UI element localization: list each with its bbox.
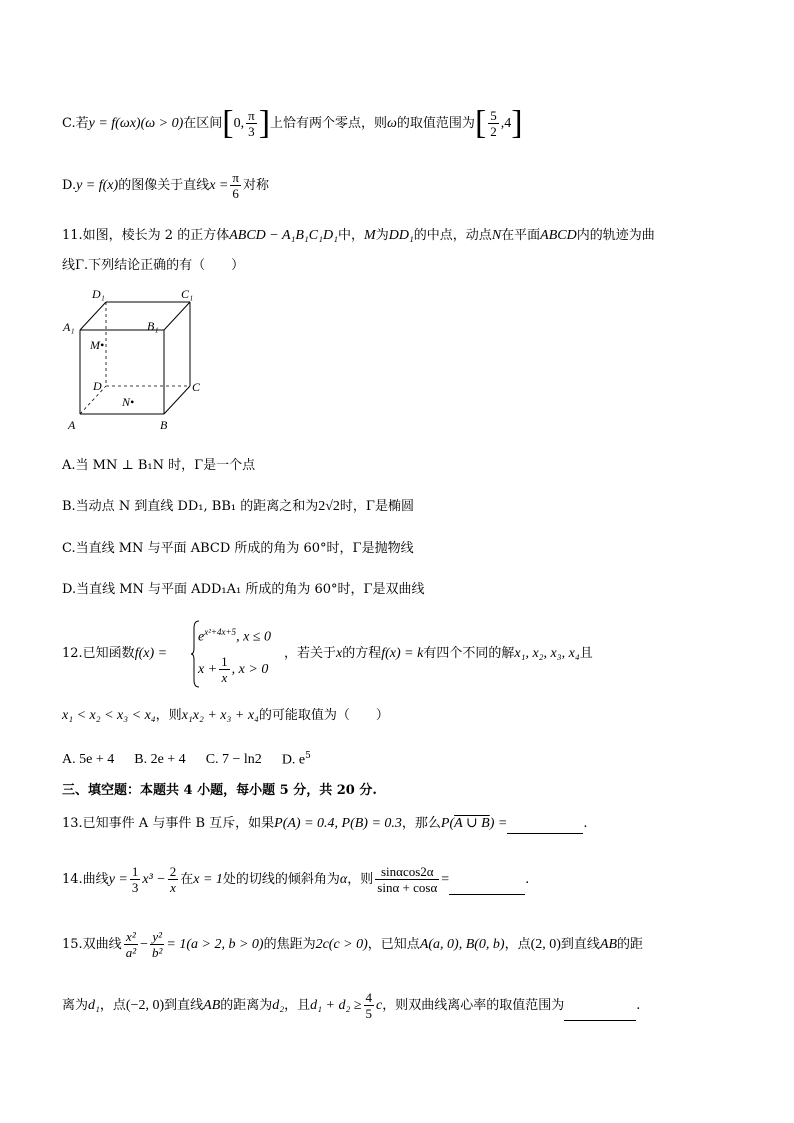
cube-figure (60, 284, 210, 436)
label-m: M• (90, 338, 105, 352)
q10-option-c: C.若y = f(ωx)(ω > 0)在区间[0, $\frac{\pi}{3}$ ]上恰有两个零点，则ω的取值范围为[ $\frac{5}{2}$ ,4] (62, 104, 523, 142)
label-c: C (192, 380, 201, 394)
label-d1: D₁ (92, 287, 105, 301)
pi-over-three: $\frac{\pi}{3}$ (248, 108, 255, 139)
five-halves: $\frac{5}{2}$ (490, 108, 497, 139)
q13: 13.已知事件 A 与事件 B 互斥，如果P(A) = 0.4, P(B) = 0.3，那么P(A ∪ B) = . (62, 814, 587, 834)
q11-option-c: C.当直线 MN 与平面 ABCD 所成的角为 60°时，Γ是抛物线 (62, 541, 414, 556)
q12-stem-line2: x₁ < x₂ < x₃ < x₄，则x₁x₂ + x₃ + x₄的可能取值为（ ） (62, 708, 389, 723)
label-b: B (160, 418, 168, 432)
label-b1: B₁ (147, 319, 159, 333)
q13-answer-blank[interactable] (507, 819, 583, 834)
q14-answer-blank[interactable] (449, 880, 525, 895)
pi-over-six: $\frac{\pi}{6}$ (232, 170, 239, 201)
q12-stem-prefix: 12.已知函数f(x) = (62, 646, 168, 661)
section-3-heading: 三、填空题：本题共 4 小题，每小题 5 分，共 20 分. (62, 783, 377, 798)
one-over-x: $\frac{1}{x}$ (221, 654, 228, 685)
q15-line2: 离为d₁，点(−2, 0)到直线AB的距离为d₂，且d₁ + d₂ ≥ $\frac{4}{5}$ c，则双曲线离心率的取值范围为 . (62, 990, 641, 1021)
trig-fraction: $\frac{\sin\alpha\cos 2\alpha}{\sin\alpha + \cos\alpha}$ (377, 864, 438, 895)
label-a: A (68, 418, 76, 432)
label-n: N• (122, 395, 135, 409)
q11-stem-line2: 线Γ.下列结论正确的有（ ） (62, 258, 245, 273)
label-a1: A₁ (63, 320, 75, 334)
q14: 14.曲线y = $\frac{1}{3}$ x³ − $\frac{2}{x}$ 在x = 1处的切线的倾斜角为α，则 $\frac{\sin\alpha\cos 2\alpha}{\sin\alpha + \cos\alpha}$ = . (62, 864, 530, 895)
q12-case-2: x + $\frac{1}{x}$ , x > 0 (198, 654, 269, 685)
q11-option-d: D.当直线 MN 与平面 ADD₁A₁ 所成的角为 60°时，Γ是双曲线 (62, 582, 425, 597)
q12-options: A. 5e + 4 B. 2e + 4 C. 7 − ln2 D. $e^5$ (62, 751, 311, 768)
q10-option-d: D.y = f(x)的图像关于直线x = $\frac{\pi}{6}$ 对称 (62, 170, 269, 201)
q12-case-1: $e^{x^2+4x+5}$, x ≤ 0 (198, 627, 271, 645)
q12-stem-rest: ，若关于x的方程f(x) = k有四个不同的解x₁, x₂, x₃, x₄且 (284, 646, 593, 661)
label-d: D (93, 379, 102, 393)
q15-answer-blank[interactable] (564, 1006, 636, 1021)
q15-line1: 15.双曲线 $\frac{\text{x²}}{\text{a²}}$ − $\frac{\text{y²}}{\text{b²}}$ = 1(a > 2, b > 0)的焦距为2c(c > 0)，已知点A(a, 0), B(0, b)，点(2, 0)到直线AB的距 (62, 929, 644, 960)
label-c1: C₁ (181, 287, 194, 301)
q11-option-b: B.当动点 N 到直线 DD₁, BB₁ 的距离之和为2√2时，Γ是椭圆 (62, 499, 414, 514)
q11-stem-line1: 11.如图，棱长为 2 的正方体ABCD − A₁B₁C₁D₁中，M为DD₁的中点，动点N在平面ABCD内的轨迹为曲 (62, 228, 655, 243)
q11-option-a: A.当 MN ⊥ B₁N 时，Γ是一个点 (62, 458, 256, 473)
